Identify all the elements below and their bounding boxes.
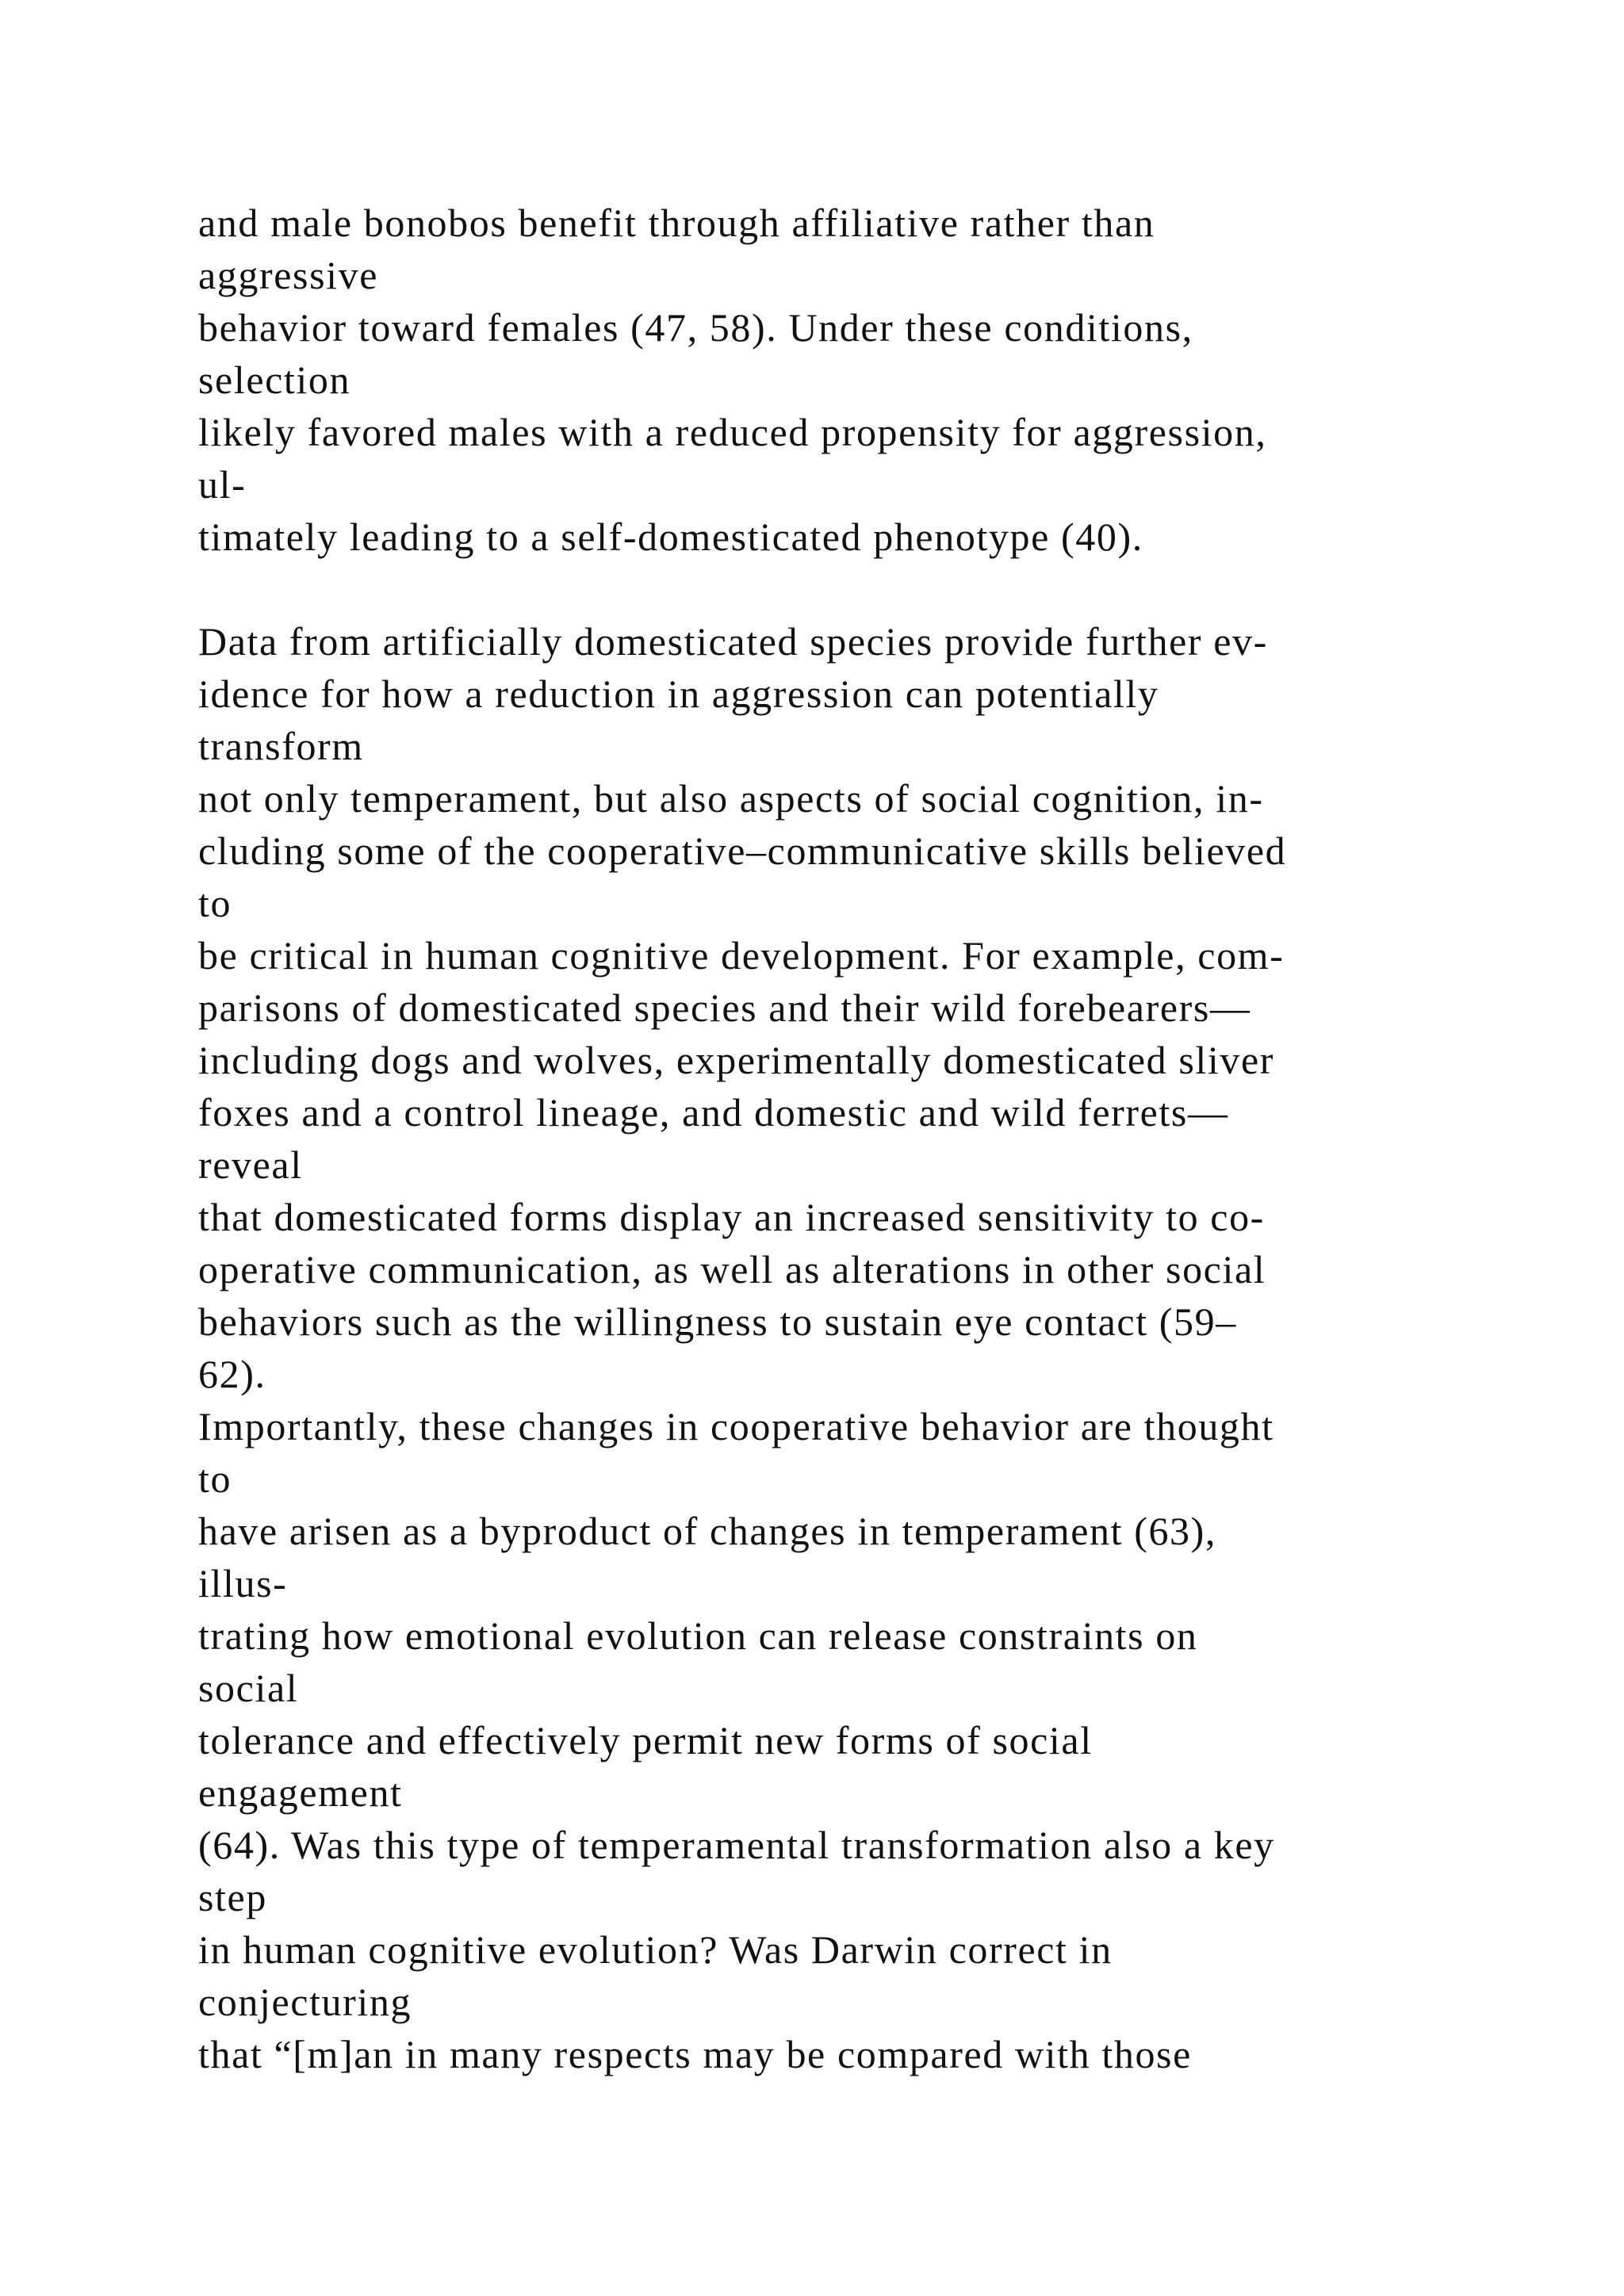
text-line: ul- (198, 462, 247, 507)
paragraph (198, 197, 1499, 563)
text-line: reveal (198, 1142, 303, 1187)
paragraph (198, 615, 1499, 2080)
text-line: 62). (198, 1352, 266, 1396)
text-line: that domesticated forms display an increased sensitivity to co- (198, 1195, 1265, 1239)
text-line: Data from artificially domesticated species provide further ev- (198, 619, 1268, 664)
text-line: social (198, 1666, 299, 1710)
text-line: idence for how a reduction in aggression can potentially (198, 672, 1159, 716)
text-line: to (198, 1456, 232, 1501)
text-line: step (198, 1875, 267, 1919)
text-line: engagement (198, 1770, 403, 1815)
text-line: be critical in human cognitive development. For example, com- (198, 933, 1285, 978)
text-line: likely favored males with a reduced propensity for aggression, (198, 410, 1267, 454)
text-line: behaviors such as the willingness to sustain eye contact (59– (198, 1299, 1237, 1344)
text-line: illus- (198, 1561, 288, 1605)
document-text (198, 197, 1499, 2080)
text-line: in human cognitive evolution? Was Darwin correct in (198, 1927, 1113, 1972)
text-line: transform (198, 724, 364, 768)
text-line: behavior toward females (47, 58). Under these conditions, (198, 305, 1193, 350)
text-line: including dogs and wolves, experimentally domesticated sliver (198, 1038, 1275, 1082)
text-line: cluding some of the cooperative–communicative skills believed (198, 828, 1287, 873)
text-line: conjecturing (198, 1980, 412, 2024)
text-line: that “[m]an in many respects may be compared with those (198, 2032, 1192, 2076)
paragraph-gap (198, 563, 1499, 615)
text-line: selection (198, 358, 351, 402)
text-line: parisons of domesticated species and their wild forebearers— (198, 985, 1251, 1030)
text-line: have arisen as a byproduct of changes in temperament (63), (198, 1509, 1217, 1553)
text-line: operative communication, as well as alterations in other social (198, 1247, 1266, 1292)
text-line: (64). Was this type of temperamental transformation also a key (198, 1823, 1275, 1867)
text-line: timately leading to a self-domesticated phenotype (40). (198, 515, 1143, 559)
text-line: not only temperament, but also aspects of social cognition, in- (198, 776, 1264, 821)
text-line: trating how emotional evolution can release constraints on (198, 1613, 1198, 1658)
text-line: tolerance and effectively permit new forms of social (198, 1718, 1093, 1762)
text-line: aggressive (198, 253, 379, 297)
text-line: Importantly, these changes in cooperative behavior are thought (198, 1404, 1274, 1448)
text-line: foxes and a control lineage, and domestic and wild ferrets— (198, 1090, 1229, 1135)
text-line: and male bonobos benefit through affiliative rather than (198, 201, 1155, 245)
text-line: to (198, 881, 232, 925)
